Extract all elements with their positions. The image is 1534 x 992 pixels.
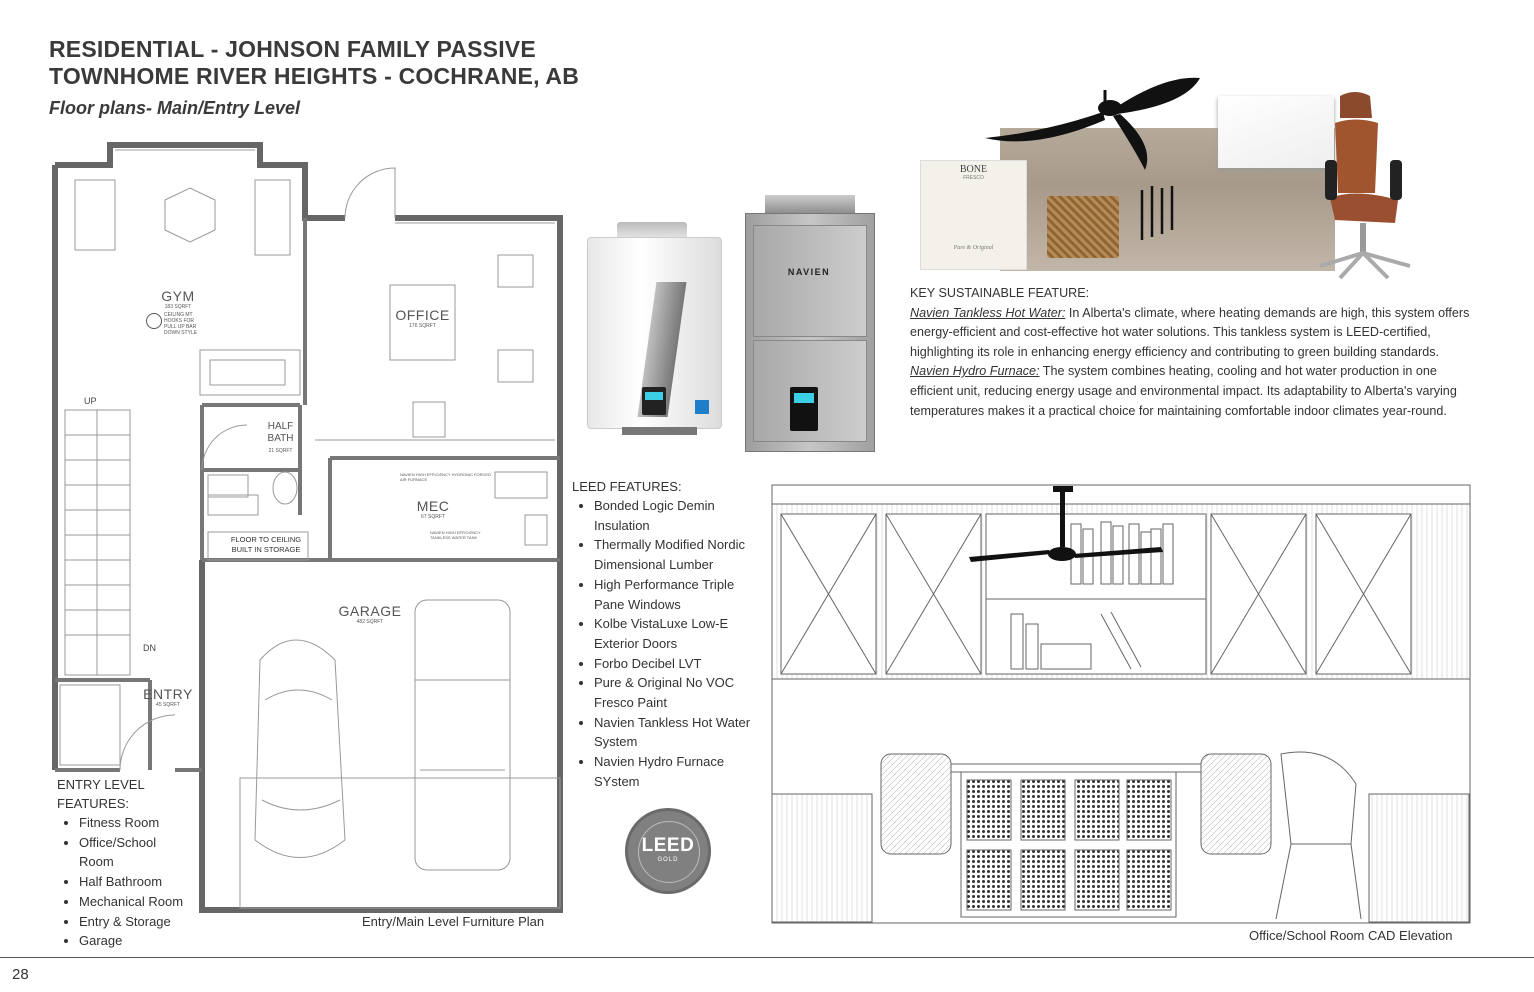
key-sustainable-feature — [910, 284, 1470, 421]
entry-features-list — [57, 813, 209, 951]
leed-feature-item: • Bonded Logic Demin Insulation — [594, 496, 762, 535]
leed-feature-item: • Forbo Decibel LVT — [594, 654, 762, 674]
pull-handles-image — [1138, 182, 1178, 242]
garage-area: 482 SQRFT — [356, 619, 384, 625]
office-name: OFFICE — [395, 307, 450, 323]
gym-area: 183 SQRFT — [164, 304, 192, 310]
ceiling-fan-image — [985, 70, 1205, 180]
hydro-furnace-image — [745, 195, 875, 450]
key-feature-p2 — [910, 362, 1470, 421]
entry-feature-item: • Fitness Room — [79, 813, 209, 833]
entry-feature-item: • Entry & Storage — [79, 912, 209, 932]
key-feature-p1 — [910, 304, 1470, 363]
leed-feature-item: • High Performance Triple Pane Windows — [594, 575, 762, 614]
gym-note-1: CEILING MT — [164, 312, 193, 318]
office-chair-image — [1310, 88, 1425, 283]
entry-feature-item: • Mechanical Room — [79, 892, 209, 912]
entry-features-title-2: FEATURES: — [57, 796, 129, 811]
entry-feature-item: • Garage — [79, 931, 209, 951]
leed-features-list — [572, 496, 762, 792]
key-feature-p1-text: In Alberta's climate, where heating demands are high, this system offers energy-efficient and cost-effective hot water solutions. This tankless system is LEED-certified, highlighting its role in enhancing energy efficiency and contributing to green building standards. — [910, 305, 1470, 359]
entry-feature-item: • Half Bathroom — [79, 872, 209, 892]
half-bath-label — [258, 421, 303, 457]
gym-name: GYM — [161, 288, 195, 304]
gym-hook-note — [164, 312, 197, 336]
woven-basket-image — [1047, 196, 1119, 258]
half-bath-name-2: BATH — [267, 433, 294, 444]
tankless-water-heater-image — [587, 222, 720, 437]
leed-feature-item: • Kolbe VistaLuxe Low-E Exterior Doors — [594, 614, 762, 653]
storage-line-1: FLOOR TO CEILING — [230, 535, 302, 544]
leed-features — [572, 477, 767, 792]
office-label — [390, 307, 455, 329]
gym-label — [148, 288, 208, 310]
half-bath-name-1: HALF — [267, 421, 294, 432]
leed-badge-main: LEED — [641, 835, 695, 856]
entry-name: ENTRY — [143, 686, 193, 702]
stairs-up-label: UP — [84, 396, 97, 406]
key-feature-title: KEY SUSTAINABLE FEATURE: — [910, 286, 1090, 300]
leed-gold-badge — [625, 808, 711, 894]
leed-feature-item: • Pure & Original No VOC Fresco Paint — [594, 673, 762, 712]
tank-tag: NAVIEN HIGH EFFICIENCY TANKLESS WATER TANK — [430, 530, 481, 540]
furnace-tag: NAVIEN HIGH EFFICIENCY HYDRONIC FORCED AIR FURNACE — [400, 472, 491, 482]
mec-name: MEC — [416, 498, 450, 514]
paint-brand: BONE — [959, 164, 988, 175]
gym-note-4: DOWN STYLE — [164, 330, 198, 336]
key-feature-p2-label: Navien Hydro Furnace: — [910, 364, 1040, 379]
stairs-down-label: DN — [143, 643, 156, 653]
office-cad-elevation — [771, 484, 1472, 926]
elevation-caption: Office/School Room CAD Elevation — [1249, 928, 1453, 943]
page-title — [49, 36, 579, 90]
gym-note-3: PULL UP BAR — [164, 324, 197, 330]
entry-features — [57, 775, 207, 951]
entry-label — [140, 686, 196, 708]
half-bath-area: 21 SQRFT — [268, 448, 293, 454]
storage-label — [210, 535, 322, 555]
storage-line-2: BUILT IN STORAGE — [231, 545, 301, 554]
mec-label — [408, 498, 458, 520]
garage-label — [335, 603, 405, 625]
pull-up-hook-icon — [146, 313, 162, 329]
furnace-brand: NAVIEN — [787, 267, 831, 277]
paint-sub: FRESCO — [963, 175, 984, 181]
key-feature-p1-label: Navien Tankless Hot Water: — [910, 305, 1066, 320]
floor-plan-caption: Entry/Main Level Furniture Plan — [362, 914, 545, 929]
leed-badge-level: GOLD — [657, 857, 679, 863]
entry-area: 45 SQRFT — [156, 702, 180, 708]
leed-features-title: LEED FEATURES: — [572, 479, 682, 494]
title-line-2: TOWNHOME RIVER HEIGHTS - COCHRANE, AB — [49, 63, 580, 89]
page-subtitle: Floor plans- Main/Entry Level — [49, 98, 301, 118]
key-feature-p2-text: The system combines heating, cooling and hot water production in one efficient unit, reducing energy usage and environmental impact. Its adaptability to Alberta's varying temperatures makes it a practical choice for maintaining comfortable indoor climates year-round. — [910, 364, 1457, 418]
footer-divider — [0, 957, 1534, 958]
garage-name: GARAGE — [338, 603, 402, 619]
leed-feature-item: • Navien Tankless Hot Water System — [594, 713, 762, 752]
entry-feature-item: • Office/School Room — [79, 833, 169, 872]
paint-logo: Pure & Original — [953, 245, 994, 251]
entry-features-title-1: ENTRY LEVEL — [57, 777, 145, 792]
page-number: 28 — [12, 966, 29, 983]
gym-note-2: HOOKS FOR — [164, 318, 195, 324]
office-area: 176 SQRFT — [409, 323, 436, 329]
title-line-1: RESIDENTIAL - JOHNSON FAMILY PASSIVE — [49, 36, 536, 62]
mec-area: 67 SQRFT — [421, 514, 445, 520]
leed-feature-item: • Navien Hydro Furnace SYstem — [594, 752, 762, 791]
leed-feature-item: • Thermally Modified Nordic Dimensional Lumber — [594, 535, 762, 574]
